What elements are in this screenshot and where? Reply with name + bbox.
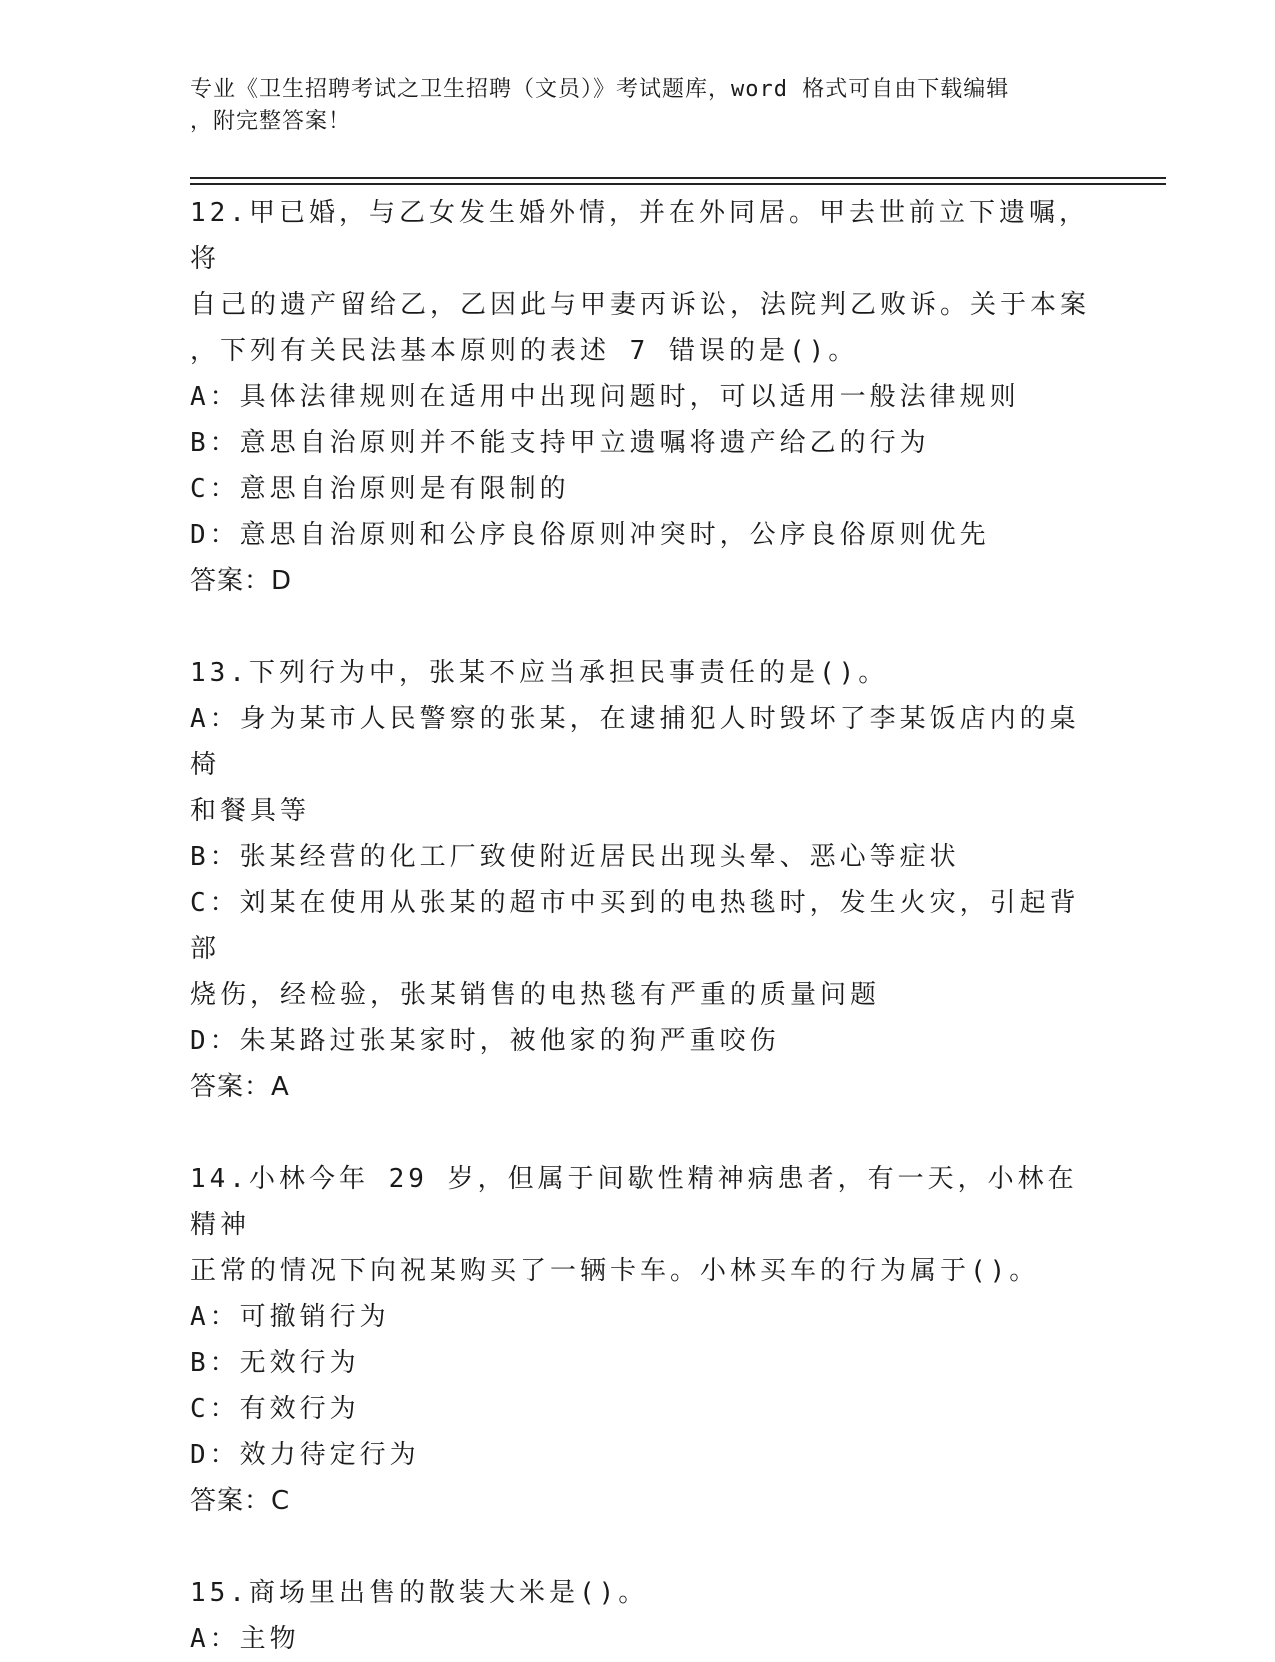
option-b: B：张某经营的化工厂致使附近居民出现头晕、恶心等症状	[190, 842, 960, 872]
question-stem-line: 15.商场里出售的散装大米是()。	[190, 1578, 649, 1608]
header-line-2: ，附完整答案！	[190, 109, 352, 134]
option-c: C：有效行为	[190, 1394, 360, 1424]
option-a: A：具体法律规则在适用中出现问题时，可以适用一般法律规则	[190, 382, 1020, 412]
option-c: C：刘某在使用从张某的超市中买到的电热毯时，发生火灾，引起背部	[190, 888, 1080, 964]
question-list	[190, 190, 1090, 1662]
spacer	[190, 604, 1090, 650]
option-d: D：朱某路过张某家时，被他家的狗严重咬伤	[190, 1026, 780, 1056]
option-c: C：意思自治原则是有限制的	[190, 474, 570, 504]
answer-label: 答案：A	[190, 1072, 290, 1102]
spacer	[190, 1110, 1090, 1156]
question-stem-line: 12.甲已婚，与乙女发生婚外情，并在外同居。甲去世前立下遗嘱，将	[190, 198, 1089, 274]
option-c-continued: 烧伤，经检验，张某销售的电热毯有严重的质量问题	[190, 980, 881, 1010]
header-divider-bottom	[190, 183, 1166, 185]
question-stem-line: 14.小林今年 29 岁，但属于间歇性精神病患者，有一天，小林在精神	[190, 1164, 1078, 1240]
question-stem-line: ，下列有关民法基本原则的表述 7 错误的是()。	[190, 336, 859, 366]
option-d: D：效力待定行为	[190, 1440, 420, 1470]
question-stem-line: 正常的情况下向祝某购买了一辆卡车。小林买车的行为属于()。	[190, 1256, 1040, 1286]
option-a: A：身为某市人民警察的张某，在逮捕犯人时毁坏了李某饭店内的桌椅	[190, 704, 1080, 780]
option-a: A：可撤销行为	[190, 1302, 390, 1332]
document-header	[190, 74, 1090, 138]
option-b: B：意思自治原则并不能支持甲立遗嘱将遗产给乙的行为	[190, 428, 930, 458]
option-b: B：无效行为	[190, 1348, 360, 1378]
question-stem-line: 自己的遗产留给乙，乙因此与甲妻丙诉讼，法院判乙败诉。关于本案	[190, 290, 1091, 320]
answer-label: 答案：C	[190, 1486, 291, 1516]
question-stem-line: 13.下列行为中，张某不应当承担民事责任的是()。	[190, 658, 889, 688]
header-line-1: 专业《卫生招聘考试之卫生招聘（文员）》考试题库，word 格式可自由下载编辑	[190, 77, 1010, 102]
option-a-continued: 和餐具等	[190, 796, 311, 826]
answer-label: 答案：D	[190, 566, 293, 596]
option-d: D：意思自治原则和公序良俗原则冲突时，公序良俗原则优先	[190, 520, 990, 550]
question-14	[190, 1156, 1090, 1524]
header-divider-top	[190, 177, 1166, 179]
spacer	[190, 1524, 1090, 1570]
option-a: A：主物	[190, 1624, 300, 1654]
question-13	[190, 650, 1090, 1110]
question-15	[190, 1570, 1090, 1662]
question-12	[190, 190, 1090, 604]
